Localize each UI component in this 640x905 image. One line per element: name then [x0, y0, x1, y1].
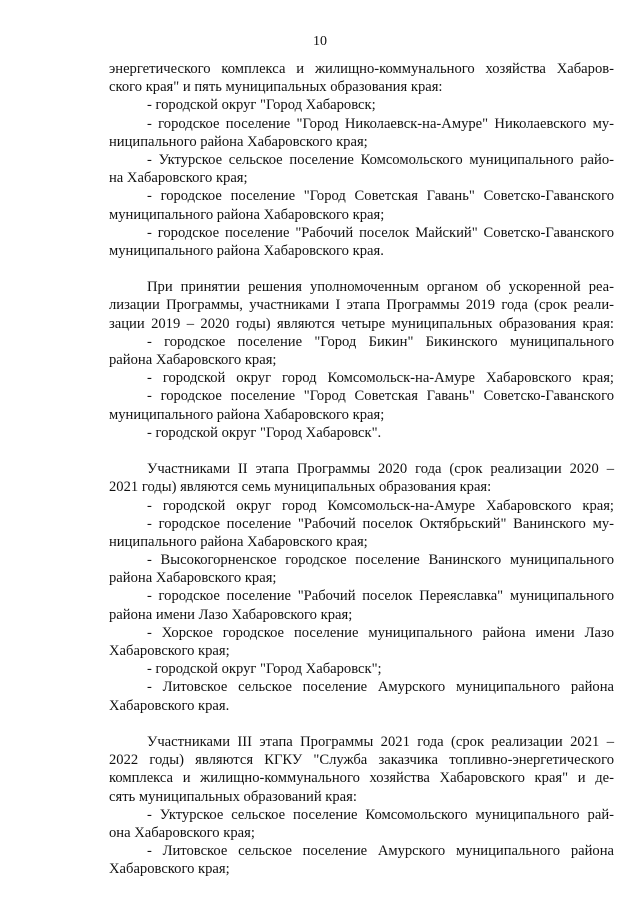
- text-line: Хабаровского края.: [109, 697, 230, 714]
- text-line: муниципального района Хабаровского края.: [109, 242, 384, 259]
- text-line: - Высокогорненское городское поселение Ванинского муниципального: [147, 552, 614, 569]
- text-line: - городское поселение "Город Бикин" Бикинского муниципального: [147, 333, 614, 350]
- text-line: - городской округ город Комсомольск-на-Амуре Хабаровского края;: [147, 370, 614, 387]
- text-line: муниципального района Хабаровского края;: [109, 206, 385, 223]
- paragraph-block: [109, 278, 614, 442]
- text-line: района Хабаровского края;: [109, 570, 277, 587]
- text-line: - городское поселение "Город Советская Гавань" Советско-Гаванского: [147, 388, 614, 405]
- text-line: - Литовское сельское поселение Амурского муниципального района: [147, 679, 614, 696]
- paragraph-block: [109, 60, 614, 260]
- text-line: муниципального района Хабаровского края;: [109, 406, 385, 423]
- text-line: Хабаровского края;: [109, 643, 230, 659]
- text-line: 2021 годы) являются семь муниципальных образования края:: [109, 479, 492, 496]
- text-line: - городской округ город Комсомольск-на-Амуре Хабаровского края;: [147, 497, 614, 514]
- text-line: лизации Программы, участниками I этапа Программы 2019 года (срок реали-: [109, 297, 614, 314]
- text-line: Хабаровского края;: [109, 861, 230, 878]
- text-line: - Хорское городское поселение муниципального района имени Лазо: [147, 624, 614, 641]
- text-line: района Хабаровского края;: [109, 352, 277, 368]
- text-line: ниципального района Хабаровского края;: [109, 533, 368, 550]
- text-line: - городское поселение "Рабочий поселок Майский" Советско-Гаванского: [147, 224, 614, 241]
- paragraph-block: [109, 733, 614, 879]
- text-line: района имени Лазо Хабаровского края;: [109, 606, 353, 623]
- text-line: - городской округ "Город Хабаровск";: [147, 661, 382, 678]
- text-line: При принятии решения уполномоченным органом об ускоренной реа-: [147, 279, 614, 296]
- text-line: - Уктурское сельское поселение Комсомольского муниципального рай-: [147, 806, 614, 823]
- text-line: - городское поселение "Рабочий поселок Октябрьский" Ванинского му-: [147, 515, 614, 532]
- text-line: ского края" и пять муниципальных образования края:: [109, 79, 443, 96]
- text-line: ниципального района Хабаровского края;: [109, 133, 368, 150]
- text-line: на Хабаровского края;: [109, 170, 248, 187]
- paragraph-gap: [109, 715, 614, 733]
- paragraph-gap: [109, 442, 614, 460]
- paragraph-gap: [109, 260, 614, 278]
- text-line: энергетического комплекса и жилищно-коммунального хозяйства Хабаров-: [109, 61, 614, 77]
- text-line: зации 2019 – 2020 годы) являются четыре муниципальных образования края:: [109, 315, 614, 332]
- text-line: комплекса и жилищно-коммунального хозяйства Хабаровского края" и де-: [109, 770, 614, 787]
- text-line: - городской округ "Город Хабаровск;: [147, 97, 376, 114]
- text-line: - городское поселение "Рабочий поселок Переяславка" муниципального: [147, 588, 614, 605]
- text-line: - городское поселение "Город Советская Гавань" Советско-Гаванского: [147, 188, 614, 205]
- page-number: 10: [313, 34, 327, 49]
- text-line: сять муниципальных образований края:: [109, 788, 357, 805]
- paragraph-block: [109, 460, 614, 715]
- text-line: Участниками III этапа Программы 2021 года (срок реализации 2021 –: [147, 733, 614, 750]
- text-line: она Хабаровского края;: [109, 824, 255, 841]
- text-line: - городской округ "Город Хабаровск".: [147, 424, 382, 441]
- text-line: - Литовское сельское поселение Амурского муниципального района: [147, 843, 614, 860]
- text-line: 2022 годы) являются КГКУ "Служба заказчика топливно-энергетического: [109, 752, 614, 769]
- text-line: - городское поселение "Город Николаевск-на-Амуре" Николаевского му-: [147, 115, 614, 132]
- text-line: Участниками II этапа Программы 2020 года (срок реализации 2020 –: [147, 461, 614, 478]
- text-line: - Уктурское сельское поселение Комсомольского муниципального райо-: [147, 151, 614, 168]
- document-body: [109, 60, 614, 878]
